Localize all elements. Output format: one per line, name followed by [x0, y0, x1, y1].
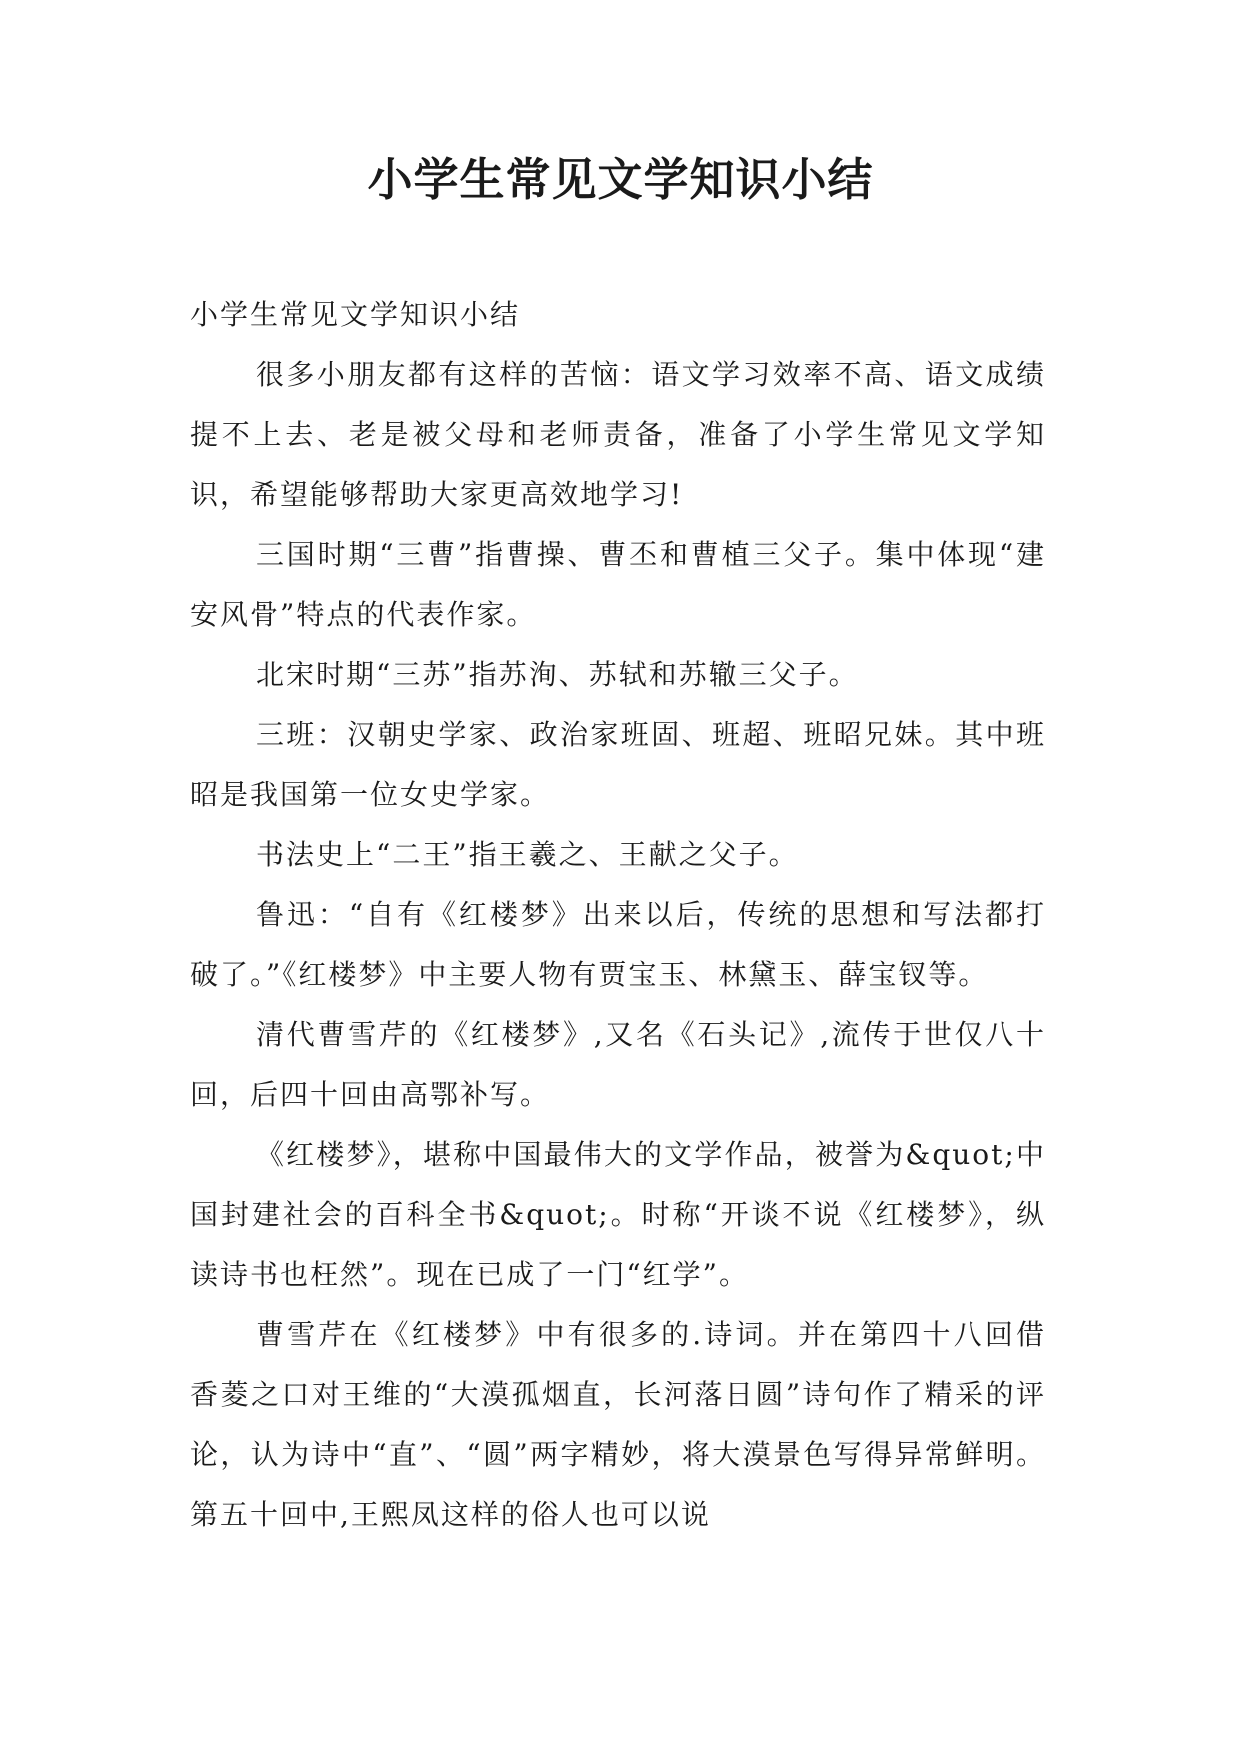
paragraph: 北宋时期“三苏”指苏洵、苏轼和苏辙三父子。	[256, 658, 859, 691]
document-title: 小学生常见文学知识小结	[367, 153, 874, 206]
paragraph: 鲁迅：“自有《红楼梦》出来以后，传统的思想和写法都打破了。”《红楼梦》中主要人物有贾宝玉、林黛玉、薛宝钗等。	[190, 898, 1046, 991]
paragraph: 书法史上“二王”指王羲之、王献之父子。	[256, 838, 799, 871]
paragraph: 曹雪芹在《红楼梦》中有很多的.诗词。并在第四十八回借香菱之口对王维的“大漠孤烟直，长河落日圆”诗句作了精采的评论，认为诗中“直”、“圆”两字精妙，将大漠景色写得异常鲜明。第五十回中,王熙凤这样的俗人也可以说	[190, 1318, 1046, 1531]
paragraph: 三班：汉朝史学家、政治家班固、班超、班昭兄妹。其中班 昭是我国第一位女史学家。	[190, 718, 1046, 811]
paragraph: 《红楼梦》，堪称中国最伟大的文学作品，被誉为&quot;中国封建社会的百科全书&quot;。时称“开谈不说《红楼梦》，纵读诗书也枉然”。现在已成了一门“红学”。	[190, 1138, 1046, 1291]
document-body	[190, 285, 1046, 1545]
paragraph: 清代曹雪芹的《红楼梦》,又名《石头记》,流传于世仅八十回，后四十回由高鄂补写。	[190, 1018, 1046, 1111]
paragraph: 三国时期“三曹”指曹操、曹丕和曹植三父子。集中体现“建安风骨”特点的代表作家。	[190, 538, 1046, 631]
document-subtitle: 小学生常见文学知识小结	[190, 298, 521, 331]
paragraph: 很多小朋友都有这样的苦恼：语文学习效率不高、语文成绩提不上去、老是被父母和老师责备，准备了小学生常见文学知识，希望能够帮助大家更高效地学习!	[190, 358, 1046, 511]
